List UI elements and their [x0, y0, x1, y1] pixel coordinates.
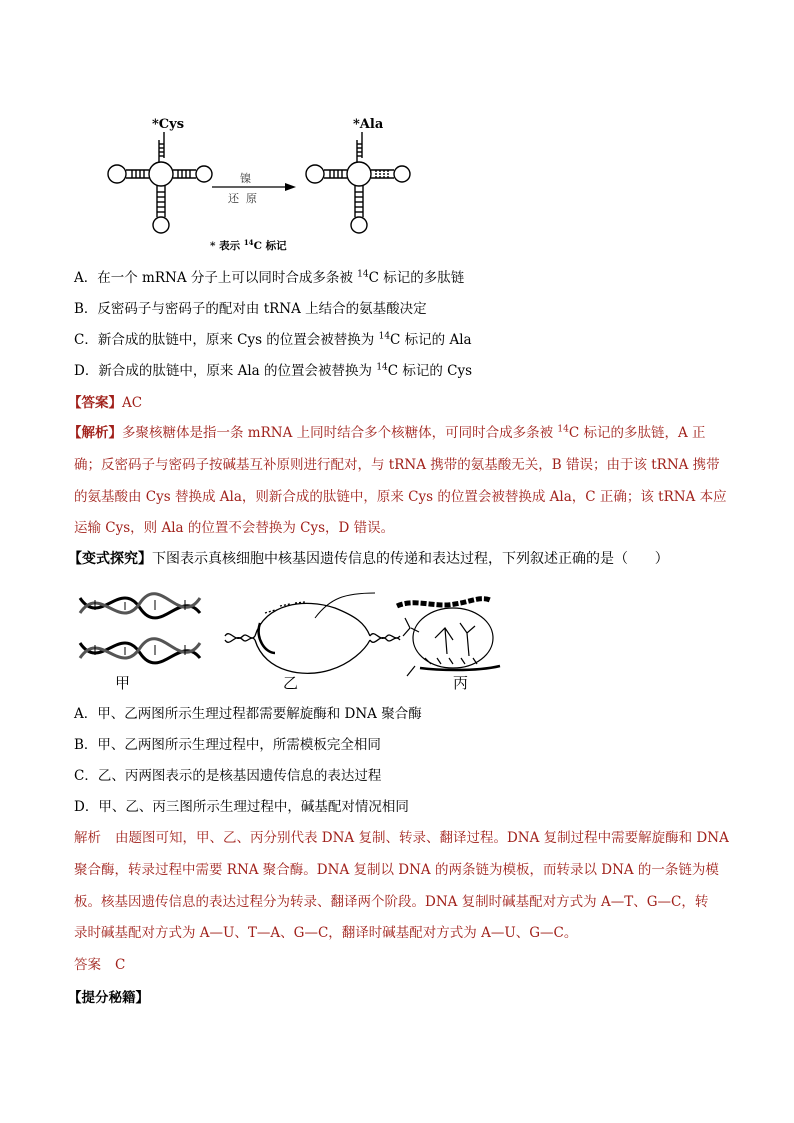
q1-option-a: A．在一个 mRNA 分子上可以同时合成多条被 $^{14}$C 标记的多肽链	[74, 269, 465, 286]
left-trna-icon	[108, 132, 212, 233]
section-title: 【提分秘籍】	[68, 990, 149, 1006]
q2-option-b: B．甲、乙两图所示生理过程中，所需模板完全相同	[74, 737, 381, 753]
analysis-label: 【解析】	[68, 425, 122, 441]
q1-analysis-line-3: 的氨基酸由 Cys 替换成 Ala，则新合成的肽链中，原来 Cys 的位置会被替换成 Ala，C 正确；该 tRNA 本应	[74, 489, 727, 505]
transcription-icon	[225, 593, 400, 673]
q1-analysis-line-1: 【解析】多聚核糖体是指一条 mRNA 上同时结合多个核糖体，可同时合成多条被 $^{14}$C 标记的多肽链，A 正	[68, 424, 706, 441]
figure-caption: * 表示 $^{14}$C 标记	[210, 238, 287, 252]
trna-figure	[100, 112, 420, 257]
q1-analysis-line-4: 运输 Cys，则 Ala 的位置不会替换为 Cys，D 错误。	[74, 520, 395, 536]
variant-label: 【变式探究】	[68, 551, 152, 567]
label-jia: 甲	[115, 674, 131, 692]
arrow-icon	[212, 183, 296, 191]
label-yi: 乙	[283, 674, 299, 692]
q2-analysis-line-3: 板。核基因遗传信息的表达过程分为转录、翻译两个阶段。DNA 复制时碱基配对方式为 A—T、G—C，转	[74, 894, 709, 910]
q2-answer-value: C	[115, 957, 126, 973]
process-figure	[75, 588, 505, 693]
q2-analysis-line-2: 聚合酶，转录过程中需要 RNA 聚合酶。DNA 复制以 DNA 的两条链为模板，而转录以 DNA 的一条链为模	[74, 862, 719, 878]
q2-answer	[74, 955, 125, 975]
q2-option-d: D．甲、乙、丙三图所示生理过程中，碱基配对情况相同	[74, 799, 409, 815]
q1-answer	[68, 393, 142, 413]
q2-option-a: A．甲、乙两图所示生理过程都需要解旋酶和 DNA 聚合酶	[74, 706, 422, 722]
q2-analysis-line-1: 解析 由题图可知，甲、乙、丙分别代表 DNA 复制、转录、翻译过程。DNA 复制过程中需要解旋酶和 DNA	[74, 830, 729, 846]
arrow-bottom-text: 还 原	[228, 192, 257, 205]
q2-analysis-label: 解析	[74, 830, 101, 846]
left-trna-label: *Cys	[152, 117, 185, 132]
right-trna-label: *Ala	[353, 117, 384, 132]
label-bing: 丙	[453, 674, 469, 692]
answer-value: AC	[122, 395, 143, 411]
arrow-top-text: 镍	[240, 172, 251, 185]
q1-option-d: D．新合成的肽链中，原来 Ala 的位置会被替换为 $^{14}$C 标记的 Cys	[74, 362, 473, 379]
translation-icon	[397, 599, 500, 676]
q1-analysis-line-2: 确；反密码子与密码子按碱基互补原则进行配对，与 tRNA 携带的氨基酸无关，B 错误；由于该 tRNA 携带	[74, 457, 720, 473]
answer-label: 【答案】	[68, 395, 122, 411]
q2-stem: 【变式探究】下图表示真核细胞中核基因遗传信息的传递和表达过程，下列叙述正确的是（ ）	[68, 551, 669, 567]
q1-option-b: B．反密码子与密码子的配对由 tRNA 上结合的氨基酸决定	[74, 301, 427, 317]
q1-option-c: C．新合成的肽链中，原来 Cys 的位置会被替换为 $^{14}$C 标记的 Ala	[74, 331, 472, 348]
q2-analysis-line-4: 录时碱基配对方式为 A—U、T—A、G—C，翻译时碱基配对方式为 A—U、G—C。	[74, 925, 578, 941]
right-trna-icon	[306, 132, 410, 233]
replication-icon	[80, 594, 200, 663]
q2-answer-label: 答案	[74, 957, 101, 973]
q2-option-c: C．乙、丙两图表示的是核基因遗传信息的表达过程	[74, 768, 382, 784]
